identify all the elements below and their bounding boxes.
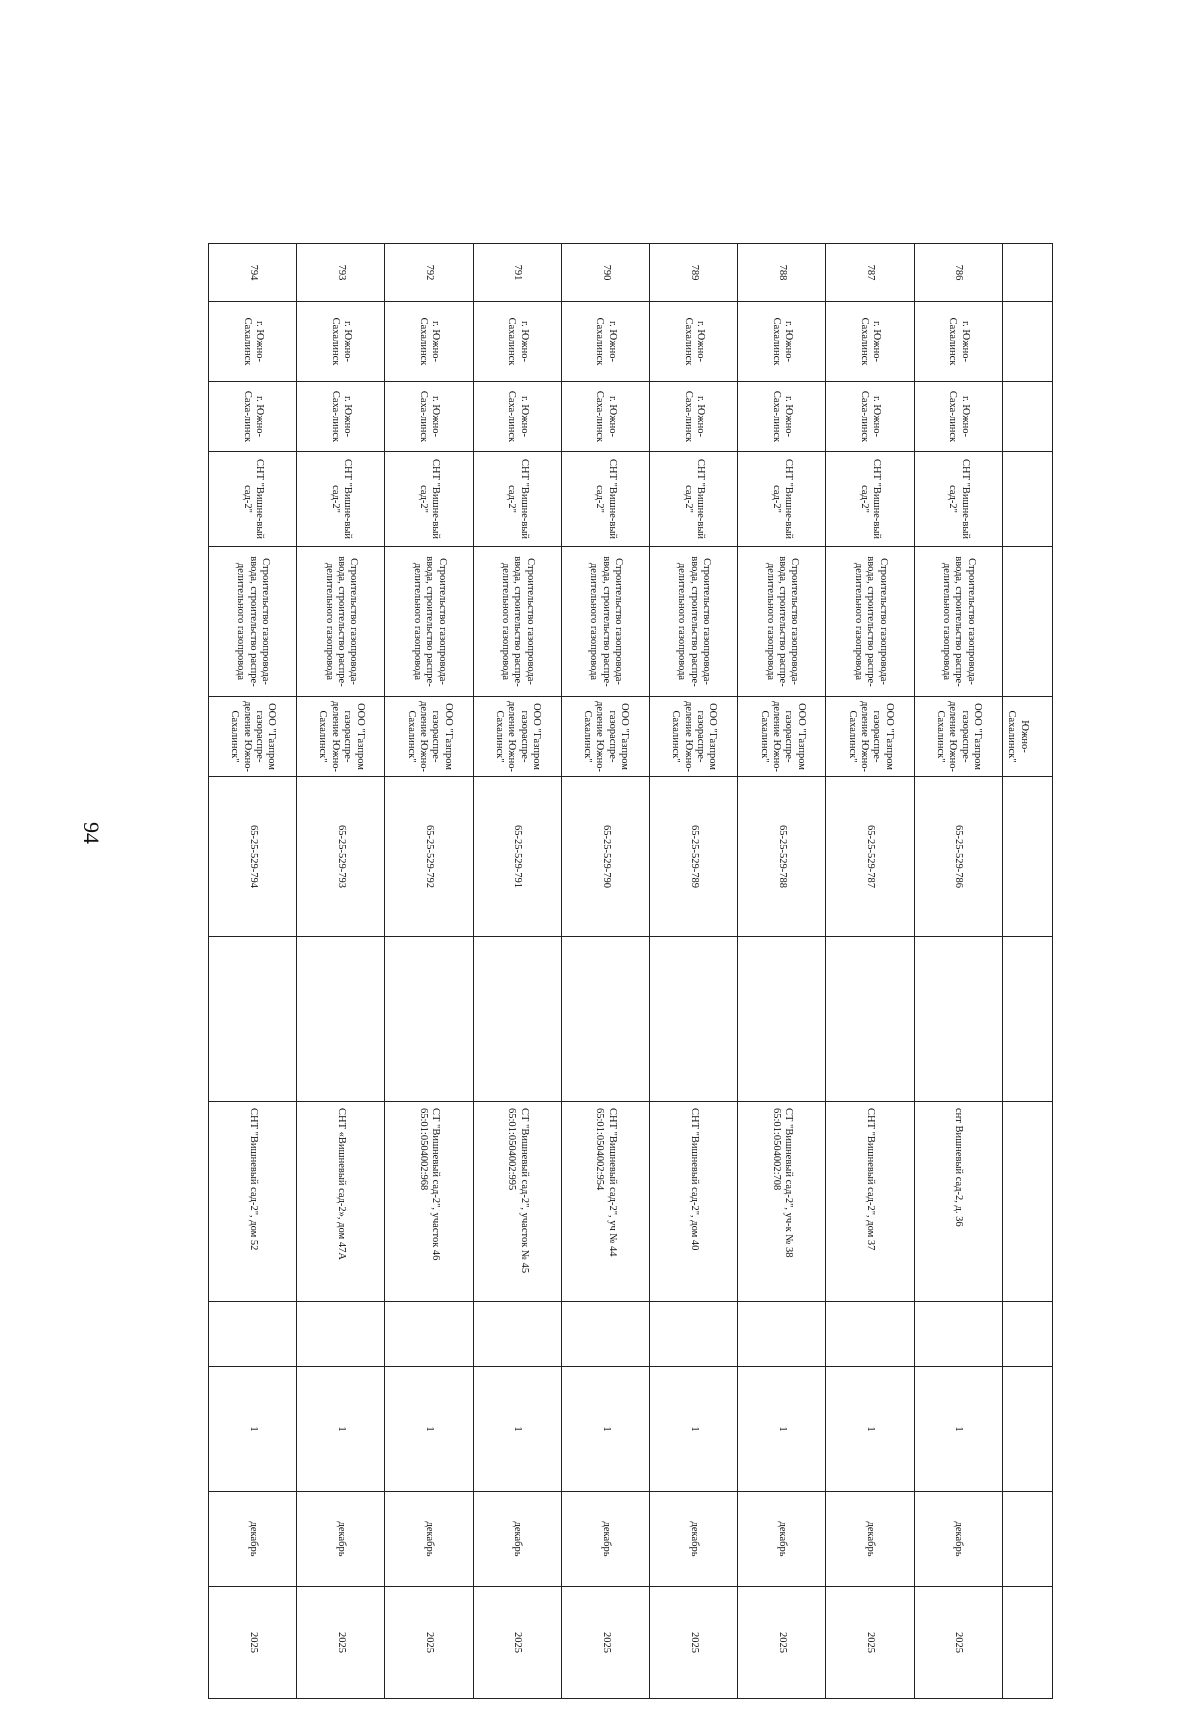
district-cell: г. Южно-Саха-линск	[208, 381, 296, 451]
year-cell: 2025	[473, 1586, 561, 1698]
year-cell: 2025	[384, 1586, 472, 1698]
address-cell: СТ "Вишневый сад-2", участок № 45 65:01:0504002:995	[473, 1101, 561, 1301]
object-cell: СНТ "Вишне-вый сад-2"	[384, 451, 472, 546]
empty-cell	[649, 936, 737, 1101]
city-cell: г. Южно-Сахалинск	[561, 301, 649, 381]
header-cell	[1002, 381, 1052, 451]
work-description-cell: Строительство газопровода-ввода, строительство распре-делительного газопровода	[737, 546, 825, 696]
empty-cell	[737, 936, 825, 1101]
code-cell: 65-25-529-788	[737, 776, 825, 936]
empty-cell	[561, 936, 649, 1101]
operator-cell: ООО "Газпром газораспре-деление Южно-Сахалинск"	[649, 696, 737, 776]
district-cell: г. Южно-Саха-линск	[825, 381, 913, 451]
year-cell: 2025	[649, 1586, 737, 1698]
row-number-cell: 794	[208, 243, 296, 301]
quantity-cell: 1	[473, 1366, 561, 1491]
header-cell	[1002, 1101, 1052, 1301]
code-cell: 65-25-529-792	[384, 776, 472, 936]
empty-cell	[473, 936, 561, 1101]
month-cell: декабрь	[737, 1491, 825, 1586]
table-row	[737, 243, 825, 1698]
empty-cell	[208, 936, 296, 1101]
header-cell	[1002, 1491, 1052, 1586]
row-number-cell: 787	[825, 243, 913, 301]
district-cell: г. Южно-Саха-линск	[649, 381, 737, 451]
empty-cell	[649, 1301, 737, 1366]
row-number-cell: 789	[649, 243, 737, 301]
table-row	[561, 243, 649, 1698]
rotated-table-stage	[208, 243, 1053, 1698]
empty-cell	[561, 1301, 649, 1366]
header-cell	[1002, 776, 1052, 936]
header-cell	[1002, 1586, 1052, 1698]
row-number-cell: 788	[737, 243, 825, 301]
operator-cell: ООО "Газпром газораспре-деление Южно-Сахалинск"	[914, 696, 1002, 776]
table-continued-header-row	[1002, 243, 1052, 1698]
quantity-cell: 1	[649, 1366, 737, 1491]
operator-cell: ООО "Газпром газораспре-деление Южно-Сахалинск"	[208, 696, 296, 776]
quantity-cell: 1	[296, 1366, 384, 1491]
object-cell: СНТ "Вишне-вый сад-2"	[649, 451, 737, 546]
work-description-cell: Строительство газопровода-ввода, строительство распре-делительного газопровода	[825, 546, 913, 696]
month-cell: декабрь	[384, 1491, 472, 1586]
table-row	[473, 243, 561, 1698]
district-cell: г. Южно-Саха-линск	[561, 381, 649, 451]
operator-cell: ООО "Газпром газораспре-деление Южно-Сахалинск"	[384, 696, 472, 776]
address-cell: СТ "Вишневый сад-2", уч-к № 38 65:01:0504002:708	[737, 1101, 825, 1301]
city-cell: г. Южно-Сахалинск	[473, 301, 561, 381]
work-description-cell: Строительство газопровода-ввода, строительство распре-делительного газопровода	[473, 546, 561, 696]
header-cell	[1002, 546, 1052, 696]
quantity-cell: 1	[737, 1366, 825, 1491]
header-cell	[1002, 936, 1052, 1101]
row-number-cell: 792	[384, 243, 472, 301]
row-number-cell: 791	[473, 243, 561, 301]
district-cell: г. Южно-Саха-линск	[737, 381, 825, 451]
table-row	[208, 243, 296, 1698]
empty-cell	[914, 1301, 1002, 1366]
empty-cell	[208, 1301, 296, 1366]
code-cell: 65-25-529-794	[208, 776, 296, 936]
code-cell: 65-25-529-786	[914, 776, 1002, 936]
code-cell: 65-25-529-787	[825, 776, 913, 936]
year-cell: 2025	[561, 1586, 649, 1698]
city-cell: г. Южно-Сахалинск	[384, 301, 472, 381]
address-cell: СНТ "Вишневый сад-2", дом 52	[208, 1101, 296, 1301]
row-number-cell: 793	[296, 243, 384, 301]
operator-cell: ООО "Газпром газораспре-деление Южно-Сахалинск"	[473, 696, 561, 776]
work-description-cell: Строительство газопровода-ввода, строительство распре-делительного газопровода	[649, 546, 737, 696]
table-row	[384, 243, 472, 1698]
table-row	[649, 243, 737, 1698]
code-cell: 65-25-529-791	[473, 776, 561, 936]
header-cell	[1002, 451, 1052, 546]
month-cell: декабрь	[473, 1491, 561, 1586]
code-cell: 65-25-529-793	[296, 776, 384, 936]
empty-cell	[914, 936, 1002, 1101]
quantity-cell: 1	[914, 1366, 1002, 1491]
operator-cell: ООО "Газпром газораспре-деление Южно-Сахалинск"	[825, 696, 913, 776]
object-cell: СНТ "Вишне-вый сад-2"	[561, 451, 649, 546]
header-cell	[1002, 301, 1052, 381]
address-cell: СНТ «Вишневый сад-2», дом 47А	[296, 1101, 384, 1301]
quantity-cell: 1	[561, 1366, 649, 1491]
address-cell: СТ "Вишневый сад-2", участок 46 65:01:0504002:968	[384, 1101, 472, 1301]
row-number-cell: 786	[914, 243, 1002, 301]
object-cell: СНТ "Вишне-вый сад-2"	[473, 451, 561, 546]
city-cell: г. Южно-Сахалинск	[208, 301, 296, 381]
object-cell: СНТ "Вишне-вый сад-2"	[825, 451, 913, 546]
page-number: 94	[79, 822, 104, 844]
table-row	[296, 243, 384, 1698]
month-cell: декабрь	[561, 1491, 649, 1586]
empty-cell	[384, 1301, 472, 1366]
work-description-cell: Строительство газопровода-ввода, строительство распре-делительного газопровода	[914, 546, 1002, 696]
year-cell: 2025	[296, 1586, 384, 1698]
month-cell: декабрь	[296, 1491, 384, 1586]
district-cell: г. Южно-Саха-линск	[296, 381, 384, 451]
empty-cell	[473, 1301, 561, 1366]
object-cell: СНТ "Вишне-вый сад-2"	[296, 451, 384, 546]
gas-connection-table	[208, 243, 1053, 1699]
row-number-cell: 790	[561, 243, 649, 301]
empty-cell	[296, 936, 384, 1101]
code-cell: 65-25-529-790	[561, 776, 649, 936]
empty-cell	[825, 936, 913, 1101]
district-cell: г. Южно-Саха-линск	[384, 381, 472, 451]
city-cell: г. Южно-Сахалинск	[649, 301, 737, 381]
operator-cell: ООО "Газпром газораспре-деление Южно-Сахалинск"	[296, 696, 384, 776]
empty-cell	[737, 1301, 825, 1366]
city-cell: г. Южно-Сахалинск	[737, 301, 825, 381]
empty-cell	[296, 1301, 384, 1366]
address-cell: СНТ "Вишневый сад-2", дом 40	[649, 1101, 737, 1301]
work-description-cell: Строительство газопровода-ввода, строительство распре-делительного газопровода	[296, 546, 384, 696]
address-cell: СНТ "Вишневый сад-2", дом 37	[825, 1101, 913, 1301]
month-cell: декабрь	[914, 1491, 1002, 1586]
city-cell: г. Южно-Сахалинск	[296, 301, 384, 381]
quantity-cell: 1	[825, 1366, 913, 1491]
header-cell	[1002, 1366, 1052, 1491]
code-cell: 65-25-529-789	[649, 776, 737, 936]
object-cell: СНТ "Вишне-вый сад-2"	[737, 451, 825, 546]
operator-cell: ООО "Газпром газораспре-деление Южно-Сахалинск"	[561, 696, 649, 776]
district-cell: г. Южно-Саха-линск	[914, 381, 1002, 451]
work-description-cell: Строительство газопровода-ввода, строительство распре-делительного газопровода	[208, 546, 296, 696]
quantity-cell: 1	[384, 1366, 472, 1491]
header-cell-operator: Южно-Сахалинск"	[1002, 696, 1052, 776]
year-cell: 2025	[737, 1586, 825, 1698]
empty-cell	[384, 936, 472, 1101]
object-cell: СНТ "Вишне-вый сад-2"	[208, 451, 296, 546]
work-description-cell: Строительство газопровода-ввода, строительство распре-делительного газопровода	[561, 546, 649, 696]
operator-cell: ООО "Газпром газораспре-деление Южно-Сахалинск"	[737, 696, 825, 776]
month-cell: декабрь	[825, 1491, 913, 1586]
empty-cell	[825, 1301, 913, 1366]
quantity-cell: 1	[208, 1366, 296, 1491]
year-cell: 2025	[914, 1586, 1002, 1698]
month-cell: декабрь	[649, 1491, 737, 1586]
address-cell: СНТ "Вишневый сад-2", уч № 44 65:01:0504002:954	[561, 1101, 649, 1301]
city-cell: г. Южно-Сахалинск	[914, 301, 1002, 381]
header-cell	[1002, 243, 1052, 301]
work-description-cell: Строительство газопровода-ввода, строительство распре-делительного газопровода	[384, 546, 472, 696]
object-cell: СНТ "Вишне-вый сад-2"	[914, 451, 1002, 546]
month-cell: декабрь	[208, 1491, 296, 1586]
district-cell: г. Южно-Саха-линск	[473, 381, 561, 451]
year-cell: 2025	[825, 1586, 913, 1698]
address-cell: снт Вишневый сад-2, д. 36	[914, 1101, 1002, 1301]
table-row	[914, 243, 1002, 1698]
city-cell: г. Южно-Сахалинск	[825, 301, 913, 381]
header-cell	[1002, 1301, 1052, 1366]
year-cell: 2025	[208, 1586, 296, 1698]
table-row	[825, 243, 913, 1698]
